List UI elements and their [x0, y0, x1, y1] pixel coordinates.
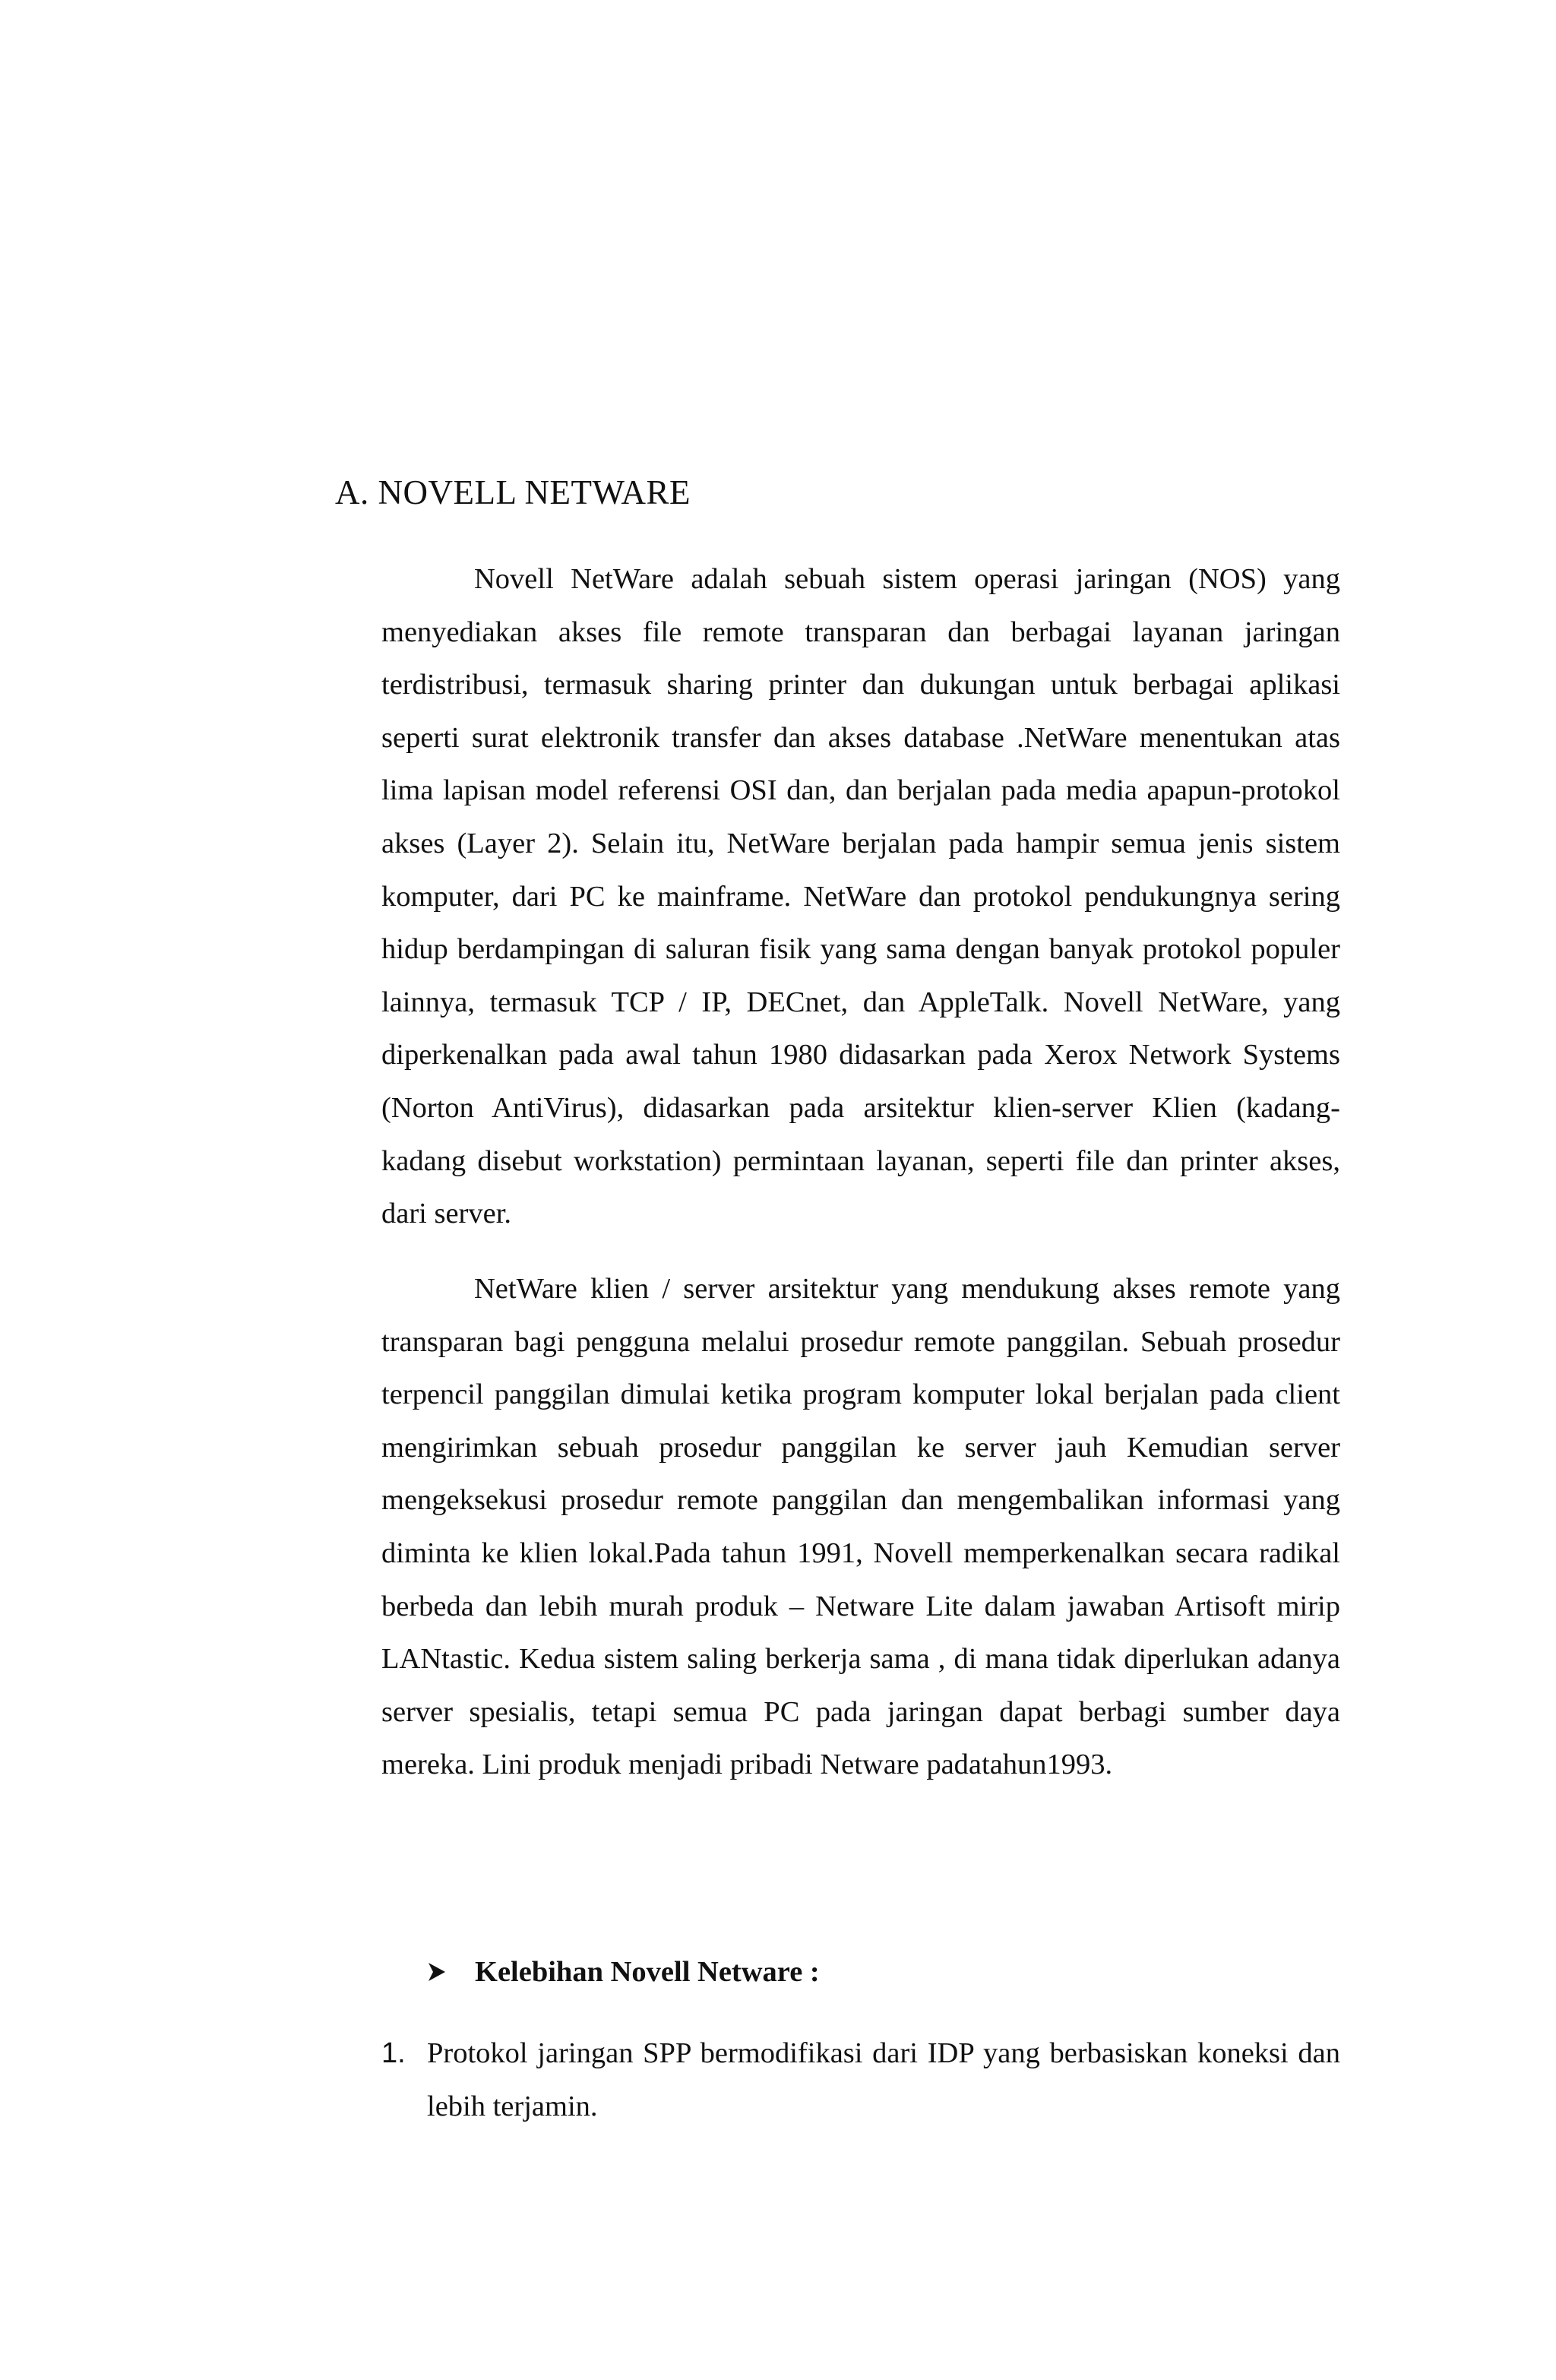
paragraph-2: NetWare klien / server arsitektur yang mendukung akses remote yang transparan bagi pengguna melalui prosedur remote panggilan. Sebuah prosedur terpencil panggilan dimulai ketika program komputer lokal berjalan pada client mengirimkan sebuah prosedur panggilan ke server jauh Kemudian server mengeksekusi prosedur remote panggilan dan mengembalikan informasi yang diminta ke klien lokal.Pada tahun 1991, Novell memperkenalkan secara radikal berbeda dan lebih murah produk – Netware Lite dalam jawaban Artisoft mirip LANtastic. Kedua sistem saling berkerja sama , di mana tidak diperlukan adanya server spesialis, tetapi semua PC pada jaringan dapat berbagi sumber daya mereka. Lini produk menjadi pribadi Netware padatahun1993. [381, 1273, 1340, 1781]
advantages-title: Kelebihan Novell Netware : [475, 1956, 820, 1988]
list-item-number: 1. [381, 2037, 406, 2069]
list-item [381, 2027, 1340, 2133]
section-heading: A. NOVELL NETWARE [335, 473, 691, 511]
arrowhead-bullet-icon [426, 1961, 448, 1983]
advantages-heading [426, 1949, 820, 1995]
advantages-list [381, 2027, 1340, 2133]
paragraph-1: Novell NetWare adalah sebuah sistem operasi jaringan (NOS) yang menyediakan akses file remote transparan dan berbagai layanan jaringan terdistribusi, termasuk sharing printer dan dukungan untuk berbagai aplikasi seperti surat elektronik transfer dan akses database .NetWare menentukan atas lima lapisan model referensi OSI dan, dan berjalan pada media apapun-protokol akses (Layer 2). Selain itu, NetWare berjalan pada hampir semua jenis sistem komputer, dari PC ke mainframe. NetWare dan protokol pendukungnya sering hidup berdampingan di saluran fisik yang sama dengan banyak protokol populer lainnya, termasuk TCP / IP, DECnet, dan AppleTalk. Novell NetWare, yang diperkenalkan pada awal tahun 1980 didasarkan pada Xerox Network Systems (Norton AntiVirus), didasarkan pada arsitektur klien-server Klien (kadang-kadang disebut workstation) permintaan layanan, seperti file dan printer akses, dari server. [381, 563, 1340, 1230]
list-item-text: Protokol jaringan SPP bermodifikasi dari IDP yang berbasiskan koneksi dan lebih terjamin. [427, 2037, 1340, 2122]
